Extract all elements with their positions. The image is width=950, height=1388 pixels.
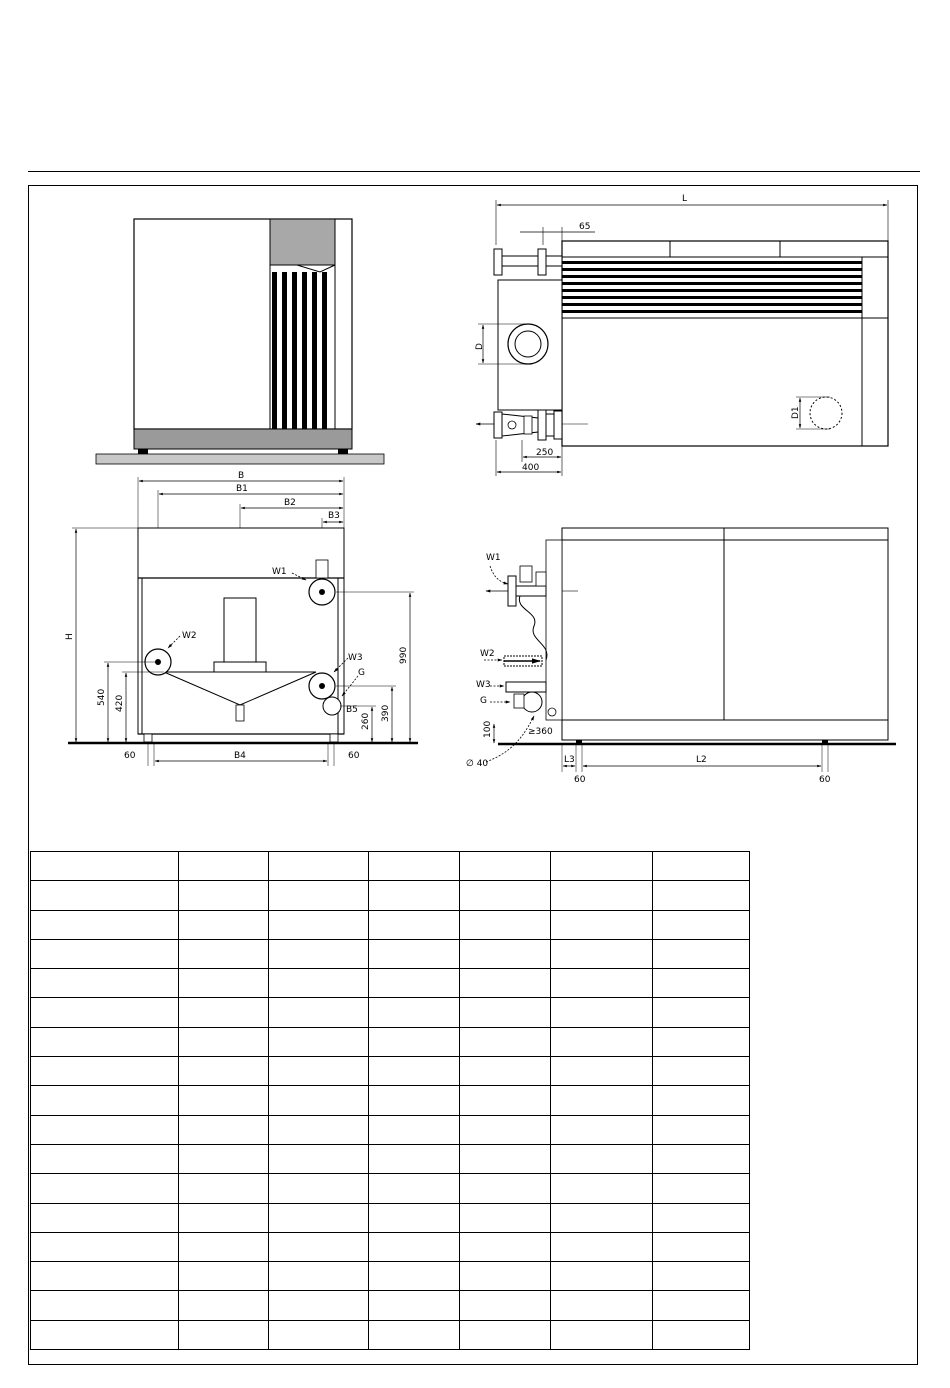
table-cell bbox=[369, 1144, 460, 1173]
table-cell bbox=[460, 1174, 551, 1203]
table-cell bbox=[179, 1115, 269, 1144]
table-row bbox=[31, 1027, 750, 1056]
table-cell bbox=[551, 1320, 653, 1349]
table-cell bbox=[269, 1320, 369, 1349]
table-cell bbox=[460, 1057, 551, 1086]
dim-B-label: B bbox=[238, 471, 245, 481]
table-cell bbox=[269, 1174, 369, 1203]
table-row bbox=[31, 1144, 750, 1173]
dim-B1-label: B1 bbox=[236, 484, 248, 494]
table-cell bbox=[460, 1232, 551, 1261]
table-row bbox=[31, 910, 750, 939]
label-W3-front: W3 bbox=[348, 653, 363, 663]
table-cell bbox=[369, 1203, 460, 1232]
table-cell bbox=[31, 1086, 179, 1115]
table-cell bbox=[551, 969, 653, 998]
table-cell bbox=[179, 1291, 269, 1320]
table-cell bbox=[369, 1027, 460, 1056]
table-cell bbox=[460, 1027, 551, 1056]
dim-60-right-front: 60 bbox=[348, 751, 360, 761]
table-cell bbox=[460, 1115, 551, 1144]
table-row bbox=[31, 1203, 750, 1232]
table-cell bbox=[369, 998, 460, 1027]
table-cell bbox=[551, 1262, 653, 1291]
table-row bbox=[31, 1320, 750, 1349]
table-cell bbox=[653, 852, 750, 881]
table-row bbox=[31, 1262, 750, 1291]
dim-990-label: 990 bbox=[399, 646, 409, 664]
table-cell bbox=[269, 969, 369, 998]
dim-250-label: 250 bbox=[536, 448, 554, 458]
dim-B4-label: B4 bbox=[234, 751, 246, 761]
table-cell bbox=[179, 939, 269, 968]
table-row bbox=[31, 969, 750, 998]
table-cell bbox=[460, 910, 551, 939]
dim-100-label: 100 bbox=[483, 720, 493, 738]
table-cell bbox=[31, 1203, 179, 1232]
table-cell bbox=[551, 1086, 653, 1115]
table-row bbox=[31, 1291, 750, 1320]
table-cell bbox=[269, 1057, 369, 1086]
table-cell bbox=[460, 881, 551, 910]
table-cell bbox=[31, 910, 179, 939]
table-cell bbox=[269, 1027, 369, 1056]
table-cell bbox=[269, 852, 369, 881]
front-elevation-view bbox=[96, 219, 384, 464]
table-cell bbox=[269, 881, 369, 910]
table-cell bbox=[369, 1262, 460, 1291]
dim-60-left-front: 60 bbox=[124, 751, 136, 761]
front-section-view bbox=[65, 471, 418, 766]
dim-B3-label: B3 bbox=[328, 511, 340, 521]
table-cell bbox=[31, 1027, 179, 1056]
table-cell bbox=[31, 939, 179, 968]
table-cell bbox=[31, 969, 179, 998]
table-row bbox=[31, 1057, 750, 1086]
table-cell bbox=[653, 939, 750, 968]
dim-540-label: 540 bbox=[97, 688, 107, 706]
table-cell bbox=[179, 1174, 269, 1203]
table-row bbox=[31, 852, 750, 881]
dim-B2-label: B2 bbox=[284, 498, 296, 508]
table-cell bbox=[551, 852, 653, 881]
table-cell bbox=[269, 1232, 369, 1261]
dim-60-right-side: 60 bbox=[819, 775, 831, 785]
table-cell bbox=[269, 1115, 369, 1144]
label-W3-side: W3 bbox=[476, 680, 491, 690]
table-cell bbox=[653, 1232, 750, 1261]
table-cell bbox=[269, 1262, 369, 1291]
table-cell bbox=[369, 1115, 460, 1144]
table-cell bbox=[31, 1232, 179, 1261]
table-cell bbox=[460, 852, 551, 881]
table-cell bbox=[653, 1291, 750, 1320]
top-view bbox=[475, 194, 888, 476]
label-W2-side: W2 bbox=[480, 649, 495, 659]
table-row bbox=[31, 939, 750, 968]
table-cell bbox=[269, 939, 369, 968]
table-cell bbox=[460, 1320, 551, 1349]
dim-360-label: ≥360 bbox=[528, 727, 553, 737]
table-cell bbox=[369, 1174, 460, 1203]
table-cell bbox=[179, 1086, 269, 1115]
table-cell bbox=[460, 1144, 551, 1173]
dim-L2-label: L2 bbox=[696, 755, 707, 765]
label-W1-side: W1 bbox=[486, 553, 501, 563]
table-cell bbox=[653, 1115, 750, 1144]
dim-260-label: 260 bbox=[361, 712, 371, 730]
table-cell bbox=[551, 881, 653, 910]
table-cell bbox=[653, 998, 750, 1027]
table-row bbox=[31, 1232, 750, 1261]
table-cell bbox=[179, 1057, 269, 1086]
table-row bbox=[31, 1086, 750, 1115]
table-cell bbox=[369, 939, 460, 968]
dimensions-table bbox=[30, 851, 750, 1350]
table-cell bbox=[269, 910, 369, 939]
side-view bbox=[466, 528, 896, 785]
table-cell bbox=[460, 998, 551, 1027]
table-cell bbox=[369, 1057, 460, 1086]
table-cell bbox=[179, 910, 269, 939]
table-cell bbox=[269, 1291, 369, 1320]
dim-D1-label: D1 bbox=[791, 406, 801, 419]
table-cell bbox=[31, 1057, 179, 1086]
table-cell bbox=[653, 969, 750, 998]
dim-B5-label: B5 bbox=[346, 705, 358, 715]
label-G-front: G bbox=[358, 668, 365, 678]
table-cell bbox=[551, 1291, 653, 1320]
table-row bbox=[31, 1115, 750, 1144]
dim-400-label: 400 bbox=[522, 463, 540, 473]
table-cell bbox=[460, 1203, 551, 1232]
dim-390-label: 390 bbox=[381, 704, 391, 722]
table-cell bbox=[269, 1203, 369, 1232]
table-cell bbox=[179, 1144, 269, 1173]
table-cell bbox=[369, 1232, 460, 1261]
dim-60-left-side: 60 bbox=[574, 775, 586, 785]
table-cell bbox=[369, 1320, 460, 1349]
table-cell bbox=[179, 1027, 269, 1056]
table-cell bbox=[653, 881, 750, 910]
table-cell bbox=[460, 1291, 551, 1320]
table-cell bbox=[31, 881, 179, 910]
table-cell bbox=[551, 1027, 653, 1056]
table-row bbox=[31, 998, 750, 1027]
table-cell bbox=[653, 1086, 750, 1115]
table-cell bbox=[653, 910, 750, 939]
dim-L-label: L bbox=[682, 194, 688, 204]
table-cell bbox=[31, 1144, 179, 1173]
table-cell bbox=[551, 1115, 653, 1144]
table-cell bbox=[179, 1262, 269, 1291]
table-cell bbox=[551, 1232, 653, 1261]
table-cell bbox=[369, 910, 460, 939]
table-cell bbox=[653, 1027, 750, 1056]
table-cell bbox=[551, 1203, 653, 1232]
table-cell bbox=[179, 1320, 269, 1349]
table-cell bbox=[460, 939, 551, 968]
table-cell bbox=[653, 1057, 750, 1086]
table-cell bbox=[653, 1262, 750, 1291]
label-W2-front: W2 bbox=[182, 631, 197, 641]
table-cell bbox=[31, 852, 179, 881]
dim-H-label: H bbox=[65, 633, 75, 640]
table-cell bbox=[653, 1320, 750, 1349]
table-cell bbox=[269, 1086, 369, 1115]
table-cell bbox=[179, 1203, 269, 1232]
dim-420-label: 420 bbox=[115, 694, 125, 712]
table-cell bbox=[179, 998, 269, 1027]
dim-65-label: 65 bbox=[579, 222, 591, 232]
dim-D-label: D bbox=[475, 343, 485, 350]
table-cell bbox=[369, 1086, 460, 1115]
table-cell bbox=[653, 1174, 750, 1203]
table-cell bbox=[31, 1174, 179, 1203]
table-cell bbox=[31, 1320, 179, 1349]
table-cell bbox=[460, 969, 551, 998]
table-row bbox=[31, 881, 750, 910]
table-cell bbox=[551, 998, 653, 1027]
table-cell bbox=[551, 1144, 653, 1173]
table-cell bbox=[179, 881, 269, 910]
table-cell bbox=[460, 1086, 551, 1115]
table-cell bbox=[551, 1057, 653, 1086]
table-cell bbox=[269, 1144, 369, 1173]
table-cell bbox=[369, 1291, 460, 1320]
table-cell bbox=[551, 939, 653, 968]
table-cell bbox=[31, 1115, 179, 1144]
table-cell bbox=[31, 1262, 179, 1291]
table-cell bbox=[31, 998, 179, 1027]
table-cell bbox=[551, 910, 653, 939]
table-cell bbox=[179, 969, 269, 998]
table-cell bbox=[269, 998, 369, 1027]
table-cell bbox=[653, 1203, 750, 1232]
table-cell bbox=[369, 881, 460, 910]
table-cell bbox=[460, 1262, 551, 1291]
dim-40-label: ∅ 40 bbox=[466, 759, 489, 769]
dim-L3-label: L3 bbox=[564, 755, 575, 765]
label-G-side: G bbox=[480, 696, 487, 706]
table-row bbox=[31, 1174, 750, 1203]
table-cell bbox=[369, 852, 460, 881]
label-W1-front: W1 bbox=[272, 567, 287, 577]
table-cell bbox=[179, 852, 269, 881]
table-cell bbox=[551, 1174, 653, 1203]
table-cell bbox=[653, 1144, 750, 1173]
table-cell bbox=[31, 1291, 179, 1320]
table-cell bbox=[369, 969, 460, 998]
table-cell bbox=[179, 1232, 269, 1261]
